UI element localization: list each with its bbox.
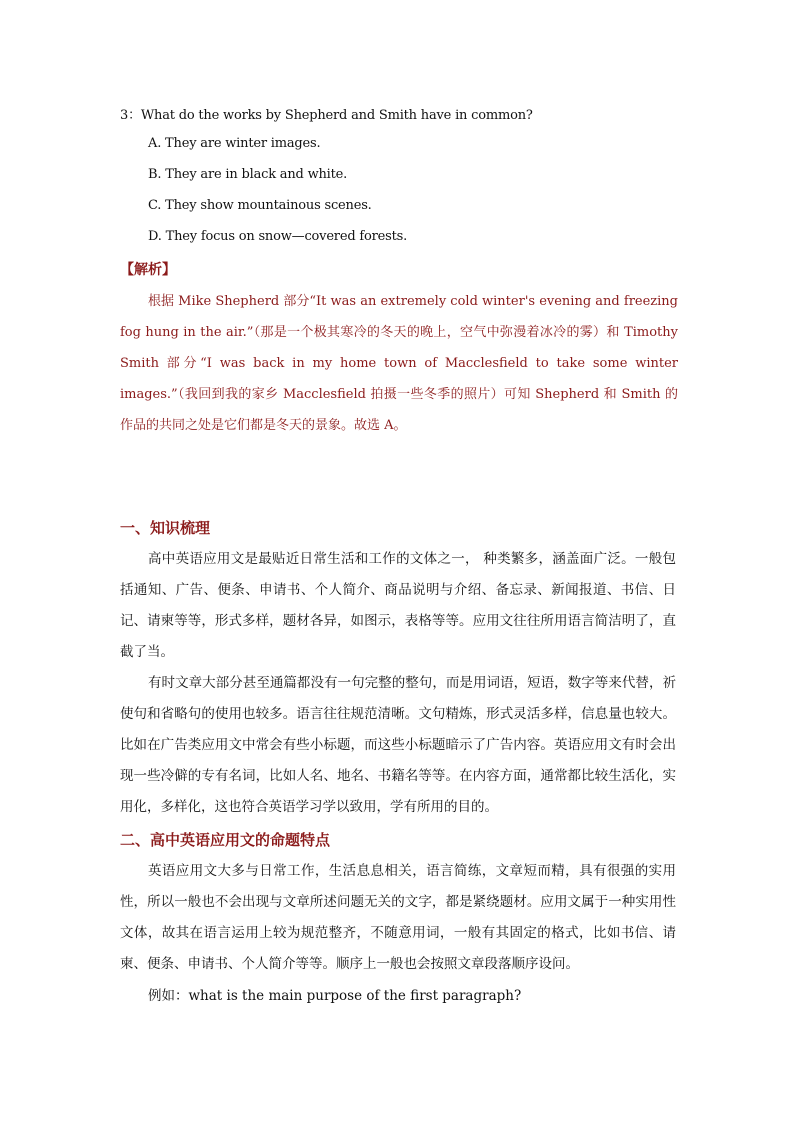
question-stem: 3：What do the works by Shepherd and Smith have in common? (120, 108, 533, 123)
example-question: 例如：what is the main purpose of the first paragraph? (148, 988, 522, 1004)
option-d: D. They focus on snow—covered forests. (148, 229, 408, 244)
section1-paragraph-1: 高中英语应用文是最贴近日常生活和工作的文体之一， 种类繁多，涵盖面广泛。一般包括通知、广告、便条、申请书、个人简介、商品说明与介绍、备忘录、新闻报道、书信、日记、请柬等等，形式多样，题材各异，如图示，表格等等。应用文往往所用语言简洁明了，直截了当。 (120, 551, 676, 660)
option-c: C. They show mountainous scenes. (148, 198, 372, 213)
section2-paragraph-1: 英语应用文大多与日常工作，生活息息相关，语言简练，文章短而精，具有很强的实用性，所以一般也不会出现与文章所述问题无关的文字，都是紧绕题材。应用文属于一种实用性文体，故其在语言运用上较为规范整齐，不随意用词，一般有其固定的格式，比如书信、请柬、便条、申请书、个人简介等等。顺序上一般也会按照文章段落顺序设问。 (120, 863, 676, 972)
section-heading-features: 二、高中英语应用文的命题特点 (120, 831, 331, 849)
section-heading-knowledge: 一、知识梳理 (120, 519, 211, 537)
analysis-text: 根据 Mike Shepherd 部分“It was an extremely cold winter's evening and freezing fog hung in the air.”（那是一个极其寒冷的冬天的晚上，空气中弥漫着冰冷的雾）和 Timothy Smith 部分“I was back in my home town of Macclesfield to take some winter images.”（我回到我的家乡 Macclesfield 拍摄一些冬季的照片）可知 Shepherd 和 Smith 的作品的共同之处是它们都是冬天的景象。故选 A。 (120, 294, 678, 433)
section1-paragraph-2: 有时文章大部分甚至通篇都没有一句完整的整句，而是用词语，短语，数字等来代替，祈使句和省略句的使用也较多。语言往往规范清晰。文句精炼，形式灵活多样，信息量也较大。比如在广告类应用文中常会有些小标题，而这些小标题暗示了广告内容。英语应用文有时会出现一些冷僻的专有名词，比如人名、地名、书籍名等等。在内容方面，通常都比较生活化，实用化，多样化，这也符合英语学习学以致用，学有所用的目的。 (120, 675, 676, 815)
option-a: A. They are winter images. (148, 136, 321, 151)
analysis-tag: 【解析】 (120, 262, 176, 278)
option-b: B. They are in black and white. (148, 167, 348, 182)
